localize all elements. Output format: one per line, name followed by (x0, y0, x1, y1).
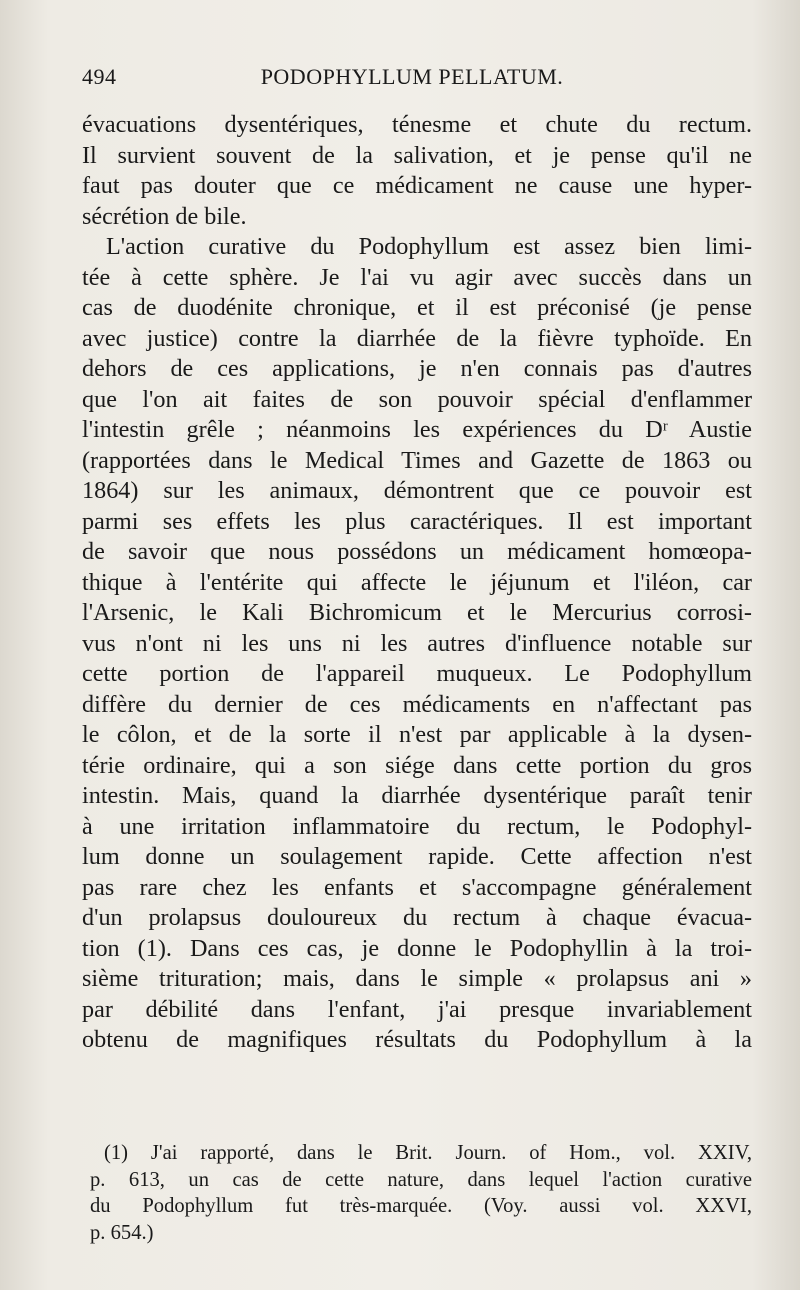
text-line: intestin. Mais, quand la diarrhée dysentérique paraît tenir (82, 782, 752, 809)
text-line: le côlon, et de la sorte il n'est par applicable à la dysen- (82, 721, 752, 748)
text-line: obtenu de magnifiques résultats du Podophyllum à la (82, 1026, 752, 1053)
page-header (82, 64, 742, 96)
text-line: parmi ses effets les plus caractériques. Il est important (82, 507, 752, 535)
body-text (82, 110, 752, 1056)
text-line: d'un prolapsus douloureux du rectum à chaque évacua- (82, 904, 752, 931)
text-line: tion (1). Dans ces cas, je donne le Podophyllin à la troi- (82, 934, 752, 962)
text-line: thique à l'entérite qui affecte le jéjunum et l'iléon, car (82, 568, 752, 596)
text-line: sième trituration; mais, dans le simple « prolapsus ani » (82, 965, 752, 992)
footnote-line: p. 613, un cas de cette nature, dans lequel l'action curative (90, 1168, 752, 1191)
text-line: avec justice) contre la diarrhée de la fièvre typhoïde. En (82, 324, 752, 352)
text-line: à une irritation inflammatoire du rectum, le Podophyl- (82, 812, 752, 840)
text-line: faut pas douter que ce médicament ne cause une hyper- (82, 172, 752, 199)
text-line: évacuations dysentériques, ténesme et chute du rectum. (82, 111, 752, 138)
text-line: sécrétion de bile. (82, 202, 247, 230)
text-line: diffère du dernier de ces médicaments en n'affectant pas (82, 690, 752, 718)
footnotes (90, 1140, 752, 1246)
footnote-line: (1) J'ai rapporté, dans le Brit. Journ. of Hom., vol. XXIV, (104, 1142, 752, 1164)
text-line: 1864) sur les animaux, démontrent que ce pouvoir est (82, 477, 752, 504)
text-line: térie ordinaire, qui a son siége dans cette portion du gros (82, 751, 752, 779)
text-line: (rapportées dans le Medical Times and Gazette de 1863 ou (82, 446, 752, 474)
text-line: cette portion de l'appareil muqueux. Le Podophyllum (82, 660, 752, 687)
text-line: lum donne un soulagement rapide. Cette affection n'est (82, 843, 752, 870)
text-line: cas de duodénite chronique, et il est préconisé (je pense (82, 294, 752, 321)
running-title: PODOPHYLLUM PELLATUM. (260, 64, 564, 89)
footnote-line: du Podophyllum fut très-marquée. (Voy. aussi vol. XXVI, (90, 1195, 752, 1217)
text-line: Il survient souvent de la salivation, et je pense qu'il ne (82, 141, 752, 169)
text-line: que l'on ait faites de son pouvoir spécial d'enflammer (82, 385, 752, 413)
footnote-line: p. 654.) (90, 1221, 154, 1244)
text-line: par débilité dans l'enfant, j'ai presque invariablement (82, 995, 752, 1023)
text-line: l'Arsenic, le Kali Bichromicum et le Mercurius corrosi- (82, 599, 752, 626)
text-line: l'intestin grêle ; néanmoins les expériences du Dʳ Austie (82, 416, 752, 443)
text-line: de savoir que nous possédons un médicament homœopa- (82, 538, 752, 565)
text-line: vus n'ont ni les uns ni les autres d'influence notable sur (82, 629, 752, 657)
text-line: L'action curative du Podophyllum est assez bien limi- (106, 233, 752, 260)
text-line: pas rare chez les enfants et s'accompagne généralement (82, 873, 752, 901)
page-number: 494 (82, 64, 117, 89)
text-line: dehors de ces applications, je n'en connais pas d'autres (82, 355, 752, 382)
text-line: tée à cette sphère. Je l'ai vu agir avec succès dans un (82, 263, 752, 291)
